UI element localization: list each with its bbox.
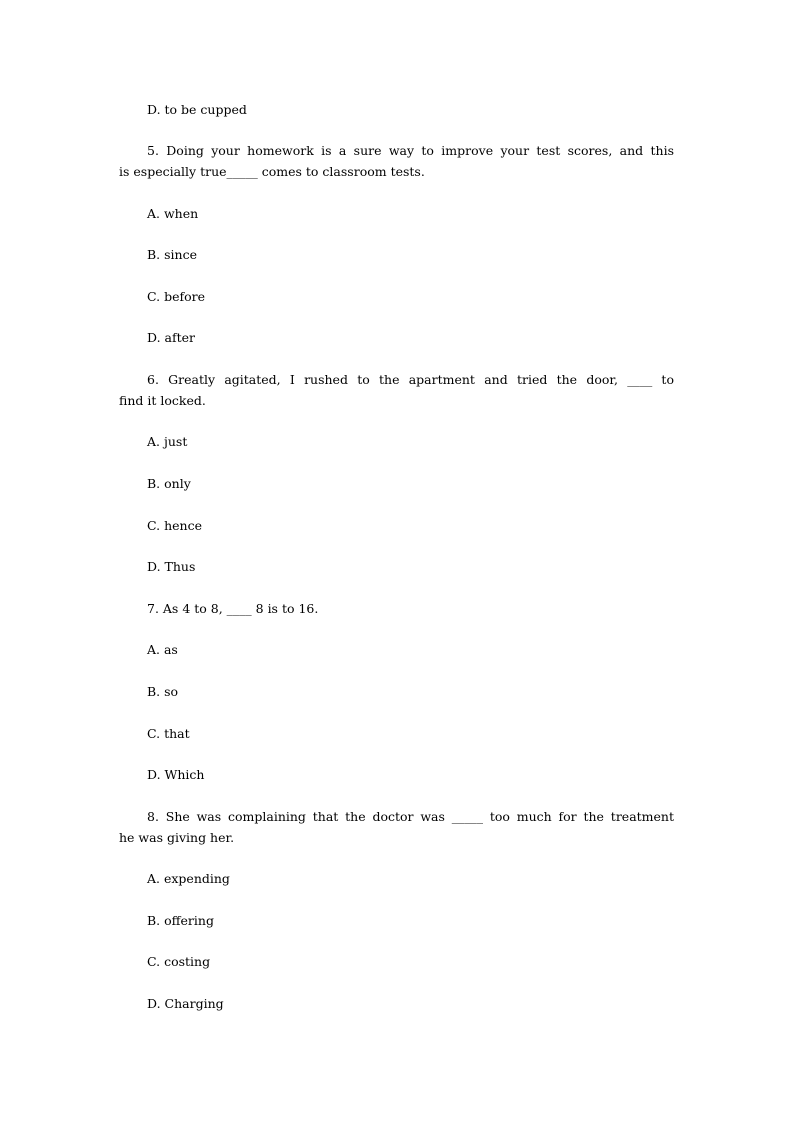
- option-8-c: C. costing: [147, 954, 211, 969]
- option-8-b: B. offering: [147, 913, 214, 928]
- question-6-line-2: find it locked.: [119, 393, 206, 408]
- question-8-line-1: 8. She was complaining that the doctor was _____ too much for the treatment: [147, 809, 674, 824]
- option-7-a: A. as: [147, 642, 178, 657]
- option-6-a: A. just: [147, 434, 188, 449]
- option-7-b: B. so: [147, 684, 179, 699]
- option-7-c: C. that: [147, 726, 190, 741]
- option-5-c: C. before: [147, 289, 205, 304]
- option-6-b: B. only: [147, 476, 191, 491]
- option-5-a: A. when: [147, 206, 199, 221]
- question-8-line-2: he was giving her.: [119, 830, 235, 845]
- option-7-d: D. Which: [147, 767, 205, 782]
- option-8-a: A. expending: [147, 871, 230, 886]
- question-7-line-1: 7. As 4 to 8, ____ 8 is to 16.: [147, 601, 319, 616]
- question-5-line-1: 5. Doing your homework is a sure way to improve your test scores, and this: [147, 143, 674, 158]
- option-prev-d: D. to be cupped: [147, 102, 247, 117]
- question-6-line-1: 6. Greatly agitated, I rushed to the apartment and tried the door, ____ to: [147, 372, 674, 387]
- option-5-b: B. since: [147, 247, 197, 262]
- option-8-d: D. Charging: [147, 996, 224, 1011]
- option-5-d: D. after: [147, 330, 195, 345]
- option-6-c: C. hence: [147, 518, 202, 533]
- option-6-d: D. Thus: [147, 559, 196, 574]
- question-5-line-2: is especially true_____ comes to classroom tests.: [119, 164, 425, 179]
